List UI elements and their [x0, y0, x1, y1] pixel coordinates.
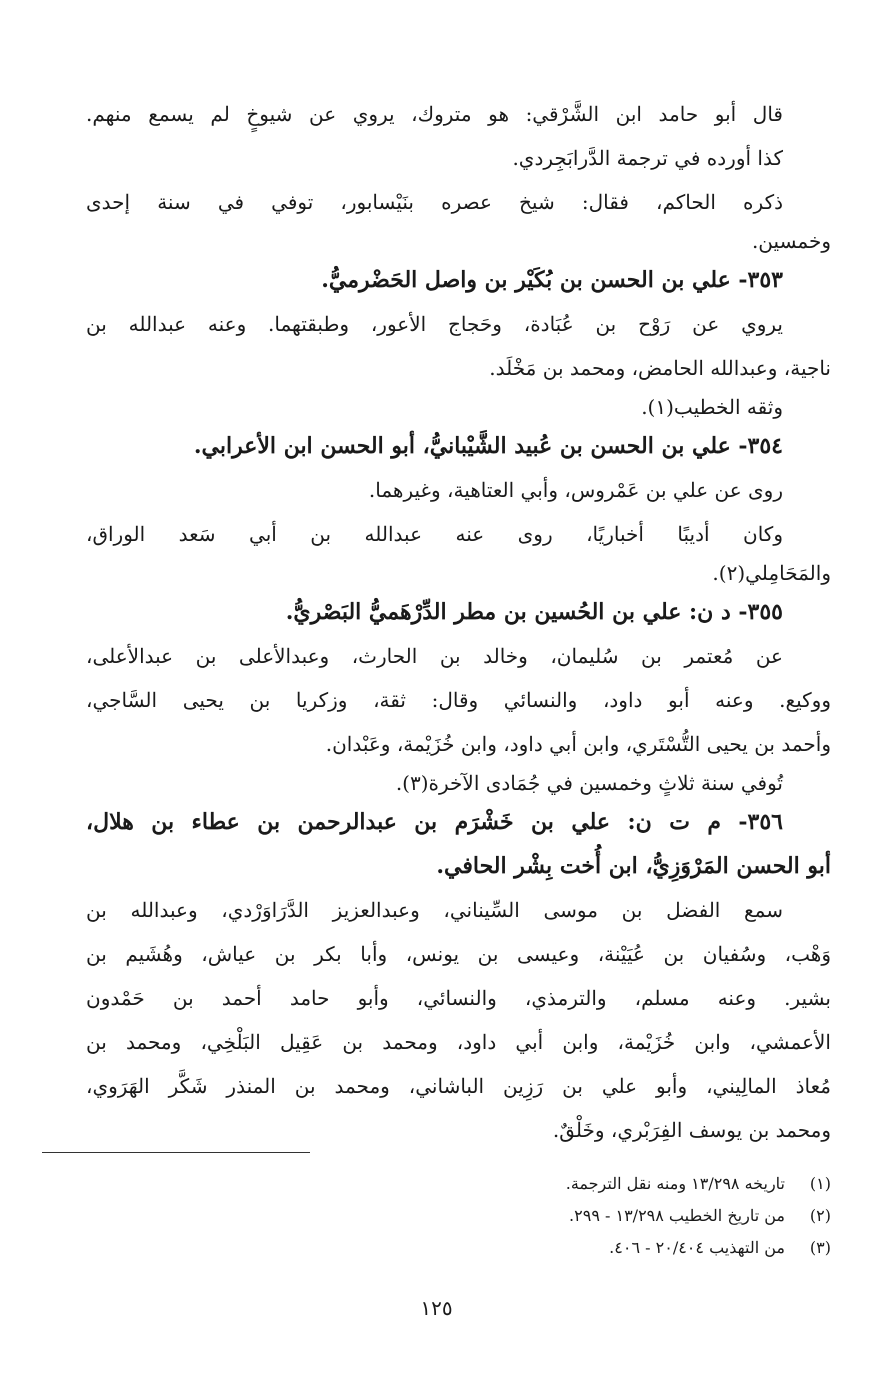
entry-heading-353: ٣٥٣- علي بن الحسن بن بُكَيْر بن واصل الحَضْرميُّ. [321, 267, 783, 293]
text-line: والمَحَامِلي(٢). [712, 561, 831, 585]
text-line: ذكره الحاكم، فقال: شيخ عصره بنَيْسابور، توفي في سنة إحدى [86, 190, 783, 214]
footnote-text: من تاريخ الخطيب ١٣/٢٩٨ - ٢٩٩. [569, 1206, 785, 1225]
footnote-number: (٣) [809, 1238, 831, 1257]
text-line: تُوفي سنة ثلاثٍ وخمسين في جُمَادى الآخرة(٣). [395, 771, 783, 795]
text-line: روى عن علي بن عَمْروس، وأبي العتاهية، وغيرهما. [368, 478, 783, 502]
main-text [86, 92, 831, 1152]
text-line: مُعاذ المالِيني، وأبو علي بن رَزِين الباشاني، ومحمد بن المنذر شَكَّر الهَرَوي، [86, 1074, 831, 1098]
entry-heading-355: ٣٥٥- د ن: علي بن الحُسين بن مطر الدِّرْهَميُّ البَصْريُّ. [285, 599, 783, 625]
footnote-text: تاريخه ١٣/٢٩٨ ومنه نقل الترجمة. [565, 1174, 785, 1193]
text-line: قال أبو حامد ابن الشَّرْقي: هو متروك، يروي عن شيوخٍ لم يسمع منهم. [86, 102, 783, 126]
entry-heading-356-cont: أبو الحسن المَرْوَزِيُّ، ابن أُخت بِشْر الحافي. [436, 853, 831, 879]
footnote-divider [42, 1152, 310, 1153]
page-number: ١٢٥ [420, 1296, 453, 1320]
footnotes [86, 1168, 831, 1264]
text-line: ووكيع. وعنه أبو داود، والنسائي وقال: ثقة، وزكريا بن يحيى السَّاجي، [86, 688, 831, 712]
footnote-number: (٢) [809, 1206, 831, 1225]
text-line: وأحمد بن يحيى التُّسْتَري، وابن أبي داود، وابن خُزَيْمة، وعَبْدان. [325, 732, 831, 756]
entry-heading-356: ٣٥٦- م ت ن: علي بن خَشْرَم بن عبدالرحمن بن عطاء بن هلال، [86, 809, 783, 835]
entry-heading-354: ٣٥٤- علي بن الحسن بن عُبيد الشَّيْبانيُّ، أبو الحسن ابن الأعرابي. [193, 433, 783, 459]
text-line: ومحمد بن يوسف الفِرَبْري، وخَلْقٌ. [552, 1118, 831, 1142]
text-line: عن مُعتمر بن سُليمان، وخالد بن الحارث، وعبدالأعلى بن عبدالأعلى، [86, 644, 783, 668]
footnote [86, 1232, 831, 1264]
text-line: ناجية، وعبدالله الحامض، ومحمد بن مَخْلَد. [489, 356, 831, 380]
text-line: الأعمشي، وابن خُزَيْمة، وابن أبي داود، ومحمد بن عَقِيل البَلْخِي، ومحمد بن [86, 1030, 831, 1054]
footnote [86, 1200, 831, 1232]
text-line: وثقه الخطيب(١). [641, 395, 783, 419]
text-line: وكان أديبًا أخباريًا، روى عنه عبدالله بن أبي سَعد الوراق، [86, 522, 783, 546]
text-line: سمع الفضل بن موسى السِّيناني، وعبدالعزيز الدَّرَاوَرْدي، وعبدالله بن [86, 898, 783, 922]
footnote-text: من التهذيب ٢٠/٤٠٤ - ٤٠٦. [609, 1238, 785, 1257]
footnote [86, 1168, 831, 1200]
text-line: يروي عن رَوْح بن عُبَادة، وحَجاج الأعور، وطبقتهما. وعنه عبدالله بن [86, 312, 783, 336]
text-line: وَهْب، وسُفيان بن عُيَيْنة، وعيسى بن يونس، وأبا بكر بن عياش، وهُشَيم بن [86, 942, 831, 966]
text-line: كذا أورده في ترجمة الدَّرابَجِردي. [512, 146, 783, 170]
footnote-number: (١) [809, 1174, 831, 1193]
text-line: وخمسين. [751, 229, 831, 253]
text-line: بشير. وعنه مسلم، والترمذي، والنسائي، وأبو حامد أحمد بن حَمْدون [86, 986, 831, 1010]
